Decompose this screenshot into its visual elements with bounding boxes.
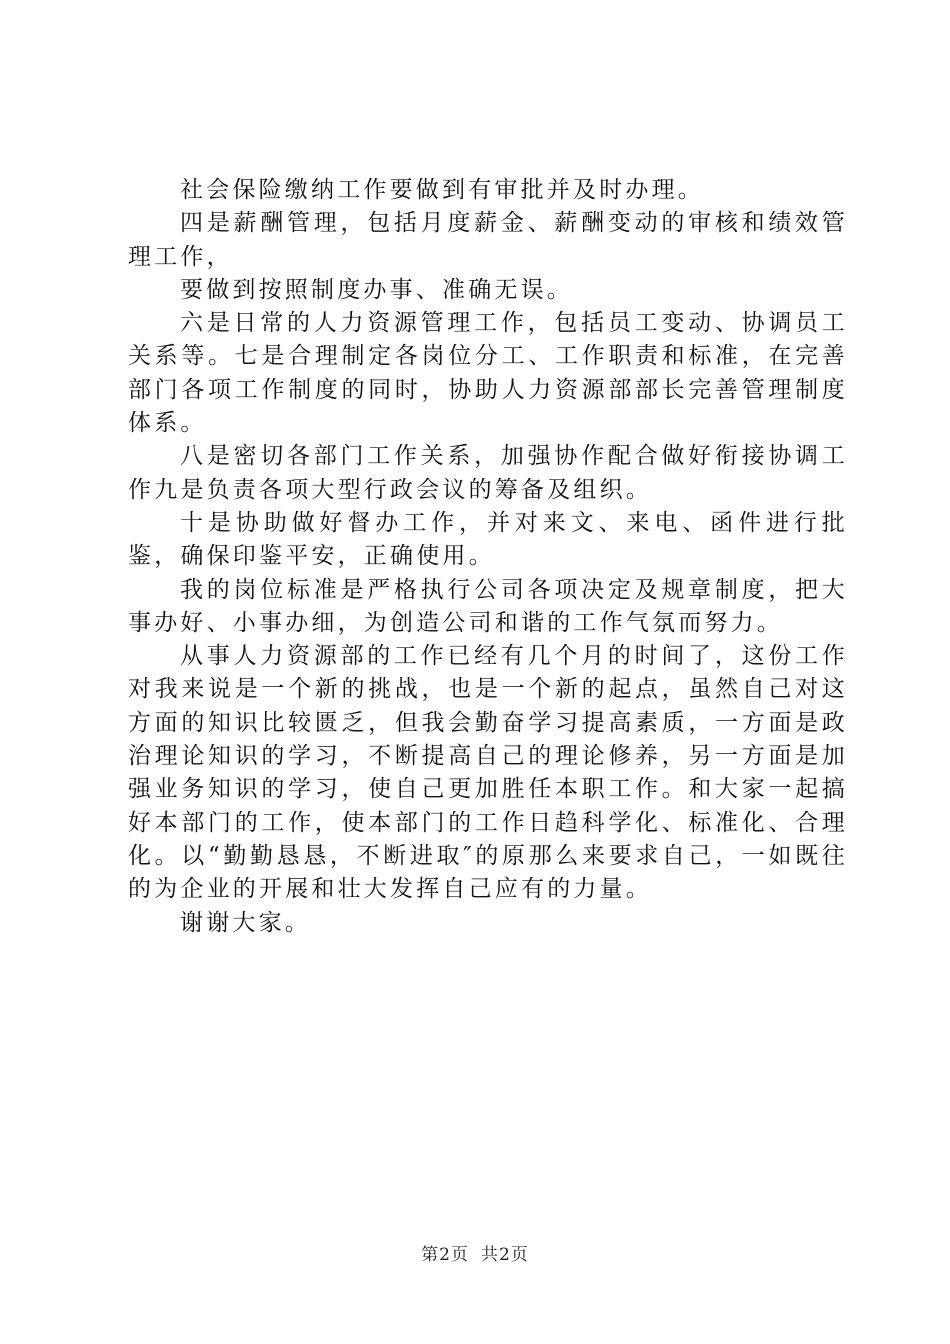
page-footer [0, 1244, 950, 1266]
paragraph-reflection: 从事人力资源部的工作已经有几个月的时间了，这份工作对我来说是一个新的挑战，也是一个新的起点，虽然自己对这方面的知识比较匮乏，但我会勤奋学习提高素质，一方面是政治理论知识的学习，不断提高自己的理论修养，另一方面是加强业务知识的学习，使自己更加胜任本职工作。和大家一起搞好本部门的工作，使本部门的工作日趋科学化、标准化、合理化。以“勤勤恳恳，不断进取″的原那么来要求自己，一如既往的为企业的开展和壮大发挥自己应有的力量。 [128, 643, 848, 903]
paragraph-coordination: 八是密切各部门工作关系，加强协作配合做好衔接协调工作九是负责各项大型行政会议的筹备及组织。 [128, 443, 848, 503]
paragraph-thanks: 谢谢大家。 [180, 909, 311, 936]
paragraph-social-insurance: 社会保险缴纳工作要做到有审批并及时办理。 [180, 177, 704, 203]
paragraph-daily-hr: 六是日常的人力资源管理工作，包括员工变动、协调员工关系等。七是合理制定各岗位分工、工作职责和标准，在完善部门各项工作制度的同时，协助人力资源部部长完善管理制度体系。 [128, 310, 848, 437]
paragraph-job-standard: 我的岗位标准是严格执行公司各项决定及规章制度，把大事办好、小事办细，为创造公司和谐的工作气氛而努力。 [128, 576, 848, 636]
page-total: 共2页 [481, 1245, 529, 1265]
paragraph-follow-rules: 要做到按照制度办事、准确无误。 [180, 276, 573, 303]
document-body [128, 174, 848, 940]
paragraph-salary-management: 四是薪酬管理，包括月度薪金、薪酬变动的审核和绩效管理工作， [128, 210, 848, 270]
page-number: 第2页 [421, 1245, 469, 1265]
paragraph-supervision: 十是协助做好督办工作，并对来文、来电、函件进行批鉴，确保印鉴平安，正确使用。 [128, 509, 848, 570]
